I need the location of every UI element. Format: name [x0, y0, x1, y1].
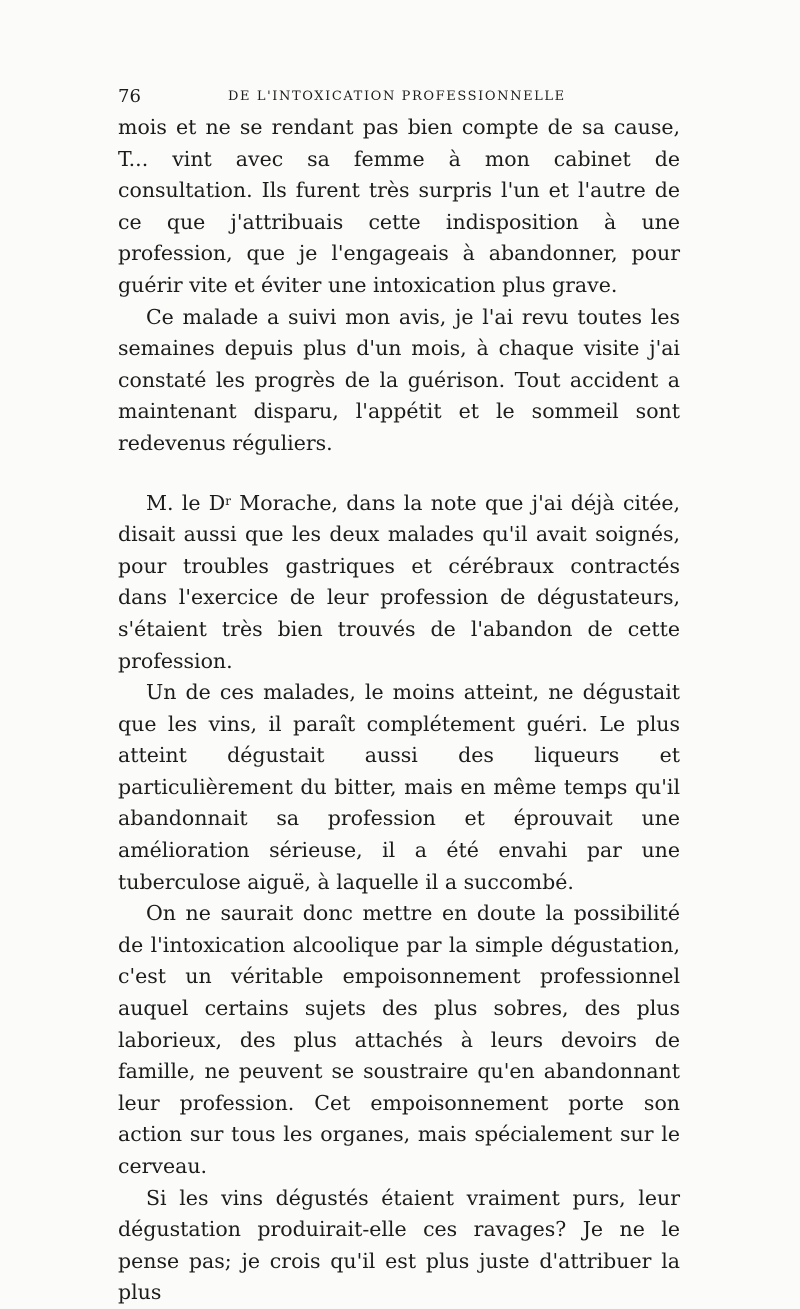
morache-text-end: Morache, dans la note que j'ai déjà citée, disait aussi que les deux malades qu'il avait soignés, pour troubles gastriques et cérébraux contractés dans l'exercice de leur profession de dégustateurs, s'étaient très bien trouvés de l'abandon de cette profession. [118, 490, 680, 673]
paragraph-recovery: Ce malade a suivi mon avis, je l'ai revu toutes les semaines depuis plus d'un mois, à chaque visite j'ai constaté les progrès de la guérison. Tout accident a maintenant disparu, l'appétit et le sommeil sont redevenus réguliers. [118, 304, 680, 455]
morache-text-start: M. le D [146, 490, 226, 515]
paragraph-wines: Si les vins dégustés étaient vraiment purs, leur dégustation produirait-elle ces ravages? Je ne le pense pas; je crois qu'il est plus juste d'attribuer la plus [118, 1185, 680, 1305]
paragraph-intoxication: On ne saurait donc mettre en doute la possibilité de l'intoxication alcoolique par la simple dégustation, c'est un véritable empoisonnement professionnel auquel certains sujets des plus sobres, des plus laborieux, des plus attachés à leurs devoirs de famille, ne peuvent se soustraire qu'en abandonnant leur profession. Cet empoisonnement porte son action sur tous les organes, mais spécialement sur le cerveau. [118, 901, 680, 1178]
page-number: 76 [118, 86, 141, 107]
paragraph-morache [118, 488, 680, 678]
book-page [118, 86, 680, 1309]
paragraph-patients: Un de ces malades, le moins atteint, ne dégustait que les vins, il paraît complétement guéri. Le plus atteint dégustait aussi des liqueurs et particulièrement du bitter, mais en même temps qu'il abandonnait sa profession et éprouvait une amélioration sérieuse, il a été envahi par une tuberculose aiguë, à laquelle il a succombé. [118, 680, 680, 894]
doctor-abbrev-superscript: r [225, 493, 231, 508]
paragraph-continued: mois et ne se rendant pas bien compte de sa cause, T... vint avec sa femme à mon cabinet de consultation. Ils furent très surpris l'un et l'autre de ce que j'attribuais cette indisposition à une profession, que je l'engageais à abandonner, pour guérir vite et éviter une intoxication plus grave. [118, 115, 680, 297]
body-text [118, 112, 680, 1309]
running-title: DE L'INTOXICATION PROFESSIONNELLE [228, 89, 566, 104]
running-head [118, 86, 680, 112]
